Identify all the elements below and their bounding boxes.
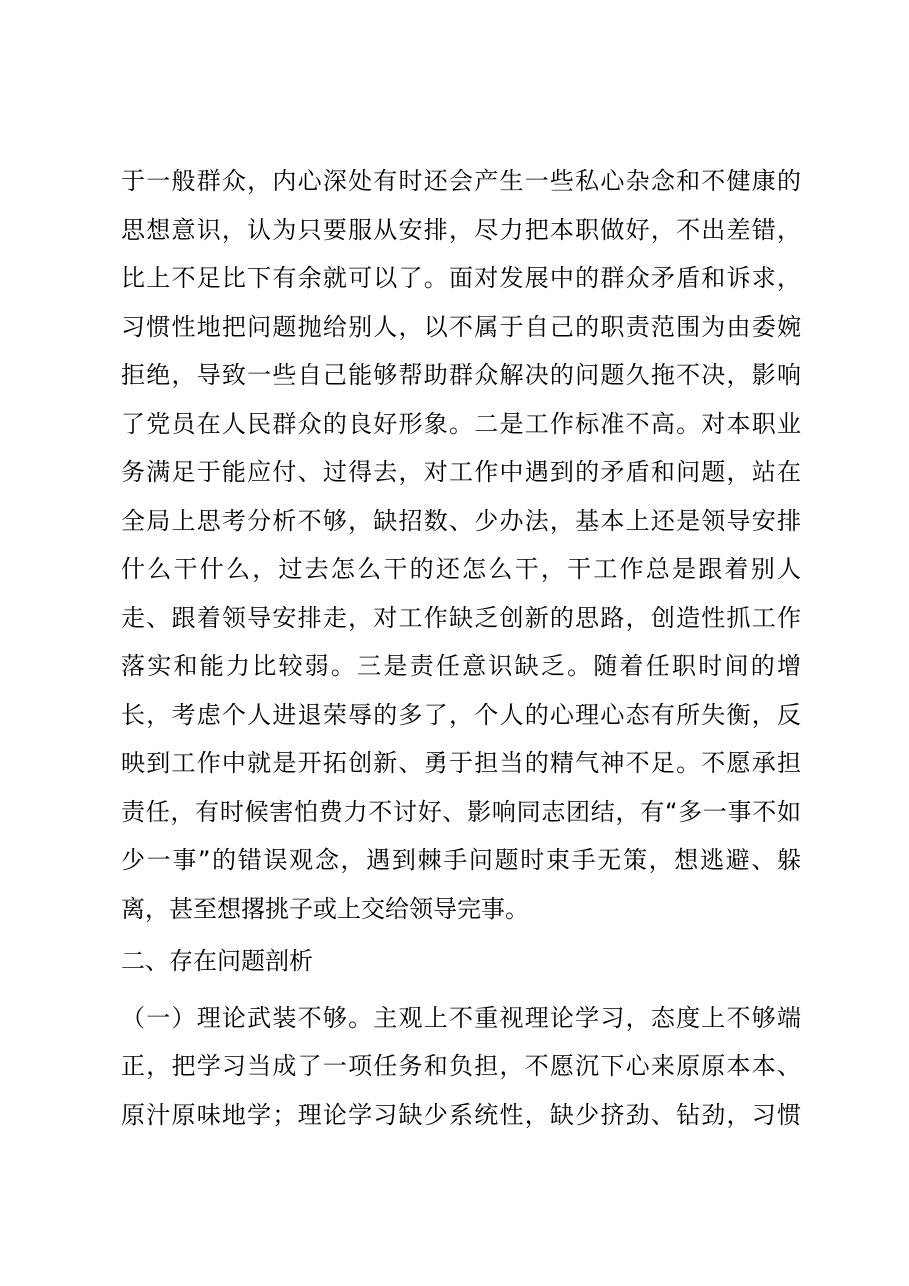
text-line: 走、跟着领导安排走，对工作缺乏创新的思路，创造性抓工作 [121, 603, 801, 632]
text-line: 离，甚至想撂挑子或上交给领导完事。 [121, 894, 529, 923]
text-line: 原汁原味地学；理论学习缺少系统性，缺少挤劲、钻劲，习惯 [121, 1100, 801, 1129]
text-line: 务满足于能应付、过得去，对工作中遇到的矛盾和问题，站在 [121, 458, 801, 486]
text-line: 思想意识，认为只要服从安排，尽力把本职做好，不出差错， [121, 215, 801, 244]
text-line: 映到工作中就是开拓创新、勇于担当的精气神不足。不愿承担 [121, 749, 801, 777]
text-line: 于一般群众，内心深处有时还会产生一些私心杂念和不健康的 [121, 167, 801, 195]
text-line: 习惯性地把问题抛给别人，以不属于自己的职责范围为由委婉 [121, 312, 801, 341]
text-line: （一）理论武装不够。主观上不重视理论学习，态度上不够端 [121, 1003, 801, 1032]
paragraph [121, 994, 801, 1140]
text-line: 责任，有时候害怕费力不讨好、影响同志团结，有“多一事不如 [121, 797, 801, 826]
text-line: 落实和能力比较弱。三是责任意识缺乏。随着任职时间的增 [121, 652, 801, 680]
text-line: 长，考虑个人进退荣辱的多了，个人的心理心态有所失衡，反 [121, 700, 801, 729]
text-line: 了党员在人民群众的良好形象。二是工作标准不高。对本职业 [121, 409, 801, 438]
paragraph [121, 157, 801, 933]
text-line: 什么干什么，过去怎么干的还怎么干，干工作总是跟着别人 [121, 555, 801, 583]
text-line: 正，把学习当成了一项任务和负担，不愿沉下心来原原本本、 [121, 1052, 801, 1080]
text-line: 比上不足比下有余就可以了。面对发展中的群众矛盾和诉求， [121, 264, 801, 292]
text-line: 拒绝，导致一些自己能够帮助群众解决的问题久拖不决，影响 [121, 361, 801, 389]
text-line: 全局上思考分析不够，缺招数、少办法，基本上还是领导安排 [121, 506, 801, 535]
document-body [121, 157, 801, 1139]
text-line: 少一事”的错误观念，遇到棘手问题时束手无策，想逃避、躲 [121, 846, 801, 874]
section-heading: 二、存在问题剖析 [121, 947, 313, 975]
